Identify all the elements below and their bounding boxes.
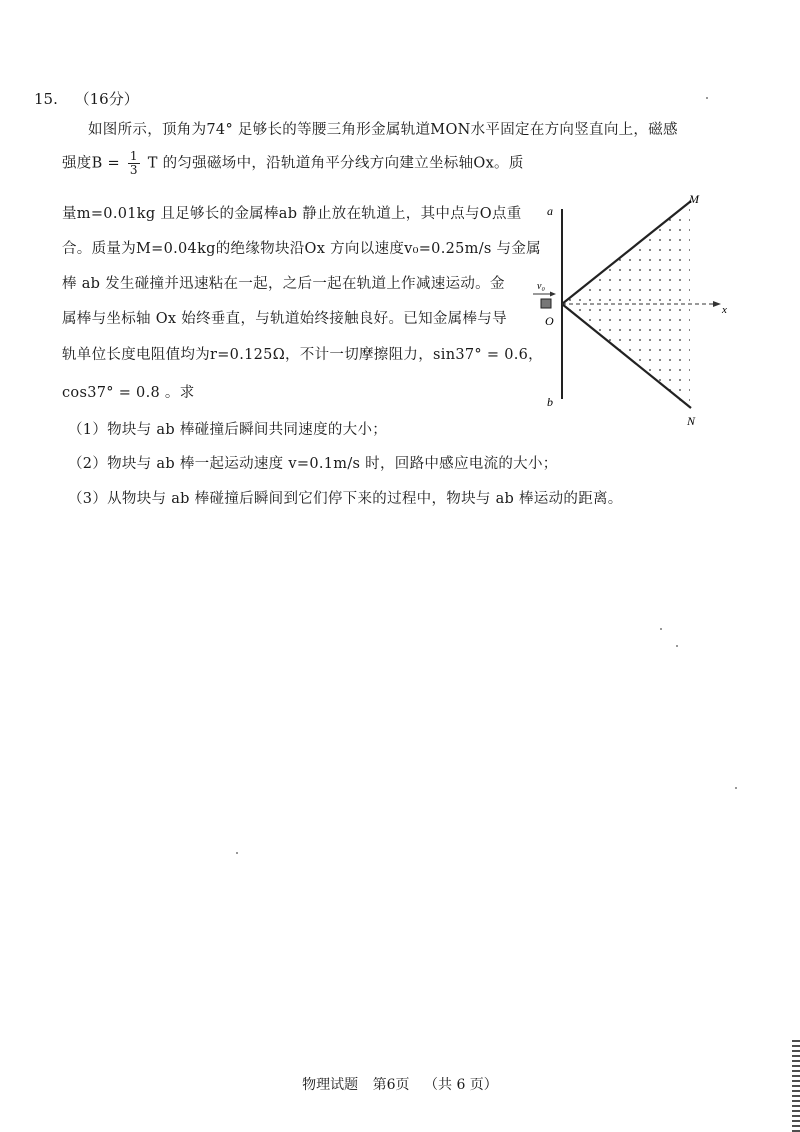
footer-total: （共 6 页） [424, 1077, 498, 1093]
body-line-6: 属棒与坐标轴 Ox 始终垂直，与轨道始终接触良好。已知金属棒与导 [62, 311, 507, 327]
body-line-8: cos37° = 0.8 。求 [62, 385, 195, 401]
body-line-2 [62, 150, 524, 177]
subquestion-1: （1）物块与 ab 棒碰撞后瞬间共同速度的大小； [68, 422, 388, 438]
subquestion-3: （3）从物块与 ab 棒碰撞后瞬间到它们停下来的过程中，物块与 ab 棒运动的距离。 [68, 491, 623, 507]
scan-speck [676, 645, 678, 647]
label-v0: v₀ [537, 281, 545, 292]
fraction-denominator: 3 [129, 163, 138, 177]
footer-page: 第6页 [372, 1077, 410, 1093]
body-line-2-pre: 强度B = [62, 155, 120, 172]
scan-speck [735, 787, 737, 789]
fraction-one-third [128, 150, 140, 177]
label-O: O [545, 314, 554, 328]
footer-subject: 物理试题 [302, 1077, 359, 1093]
label-x: x [722, 304, 727, 316]
label-M: M [689, 192, 699, 206]
body-line-7: 轨单位长度电阻值均为r=0.125Ω，不计一切摩擦阻力，sin37° = 0.6， [62, 347, 543, 363]
label-a: a [547, 204, 553, 218]
magnetic-field-dots [562, 193, 692, 418]
insulating-block [541, 299, 551, 308]
fraction-numerator: 1 [129, 149, 138, 163]
subquestion-2: （2）物块与 ab 棒一起运动速度 v=0.1m/s 时，回路中感应电流的大小； [68, 456, 558, 472]
body-line-5: 棒 ab 发生碰撞并迅速粘在一起，之后一起在轨道上作减速运动。金 [62, 276, 505, 292]
body-line-2-post: T 的匀强磁场中，沿轨道角平分线方向建立坐标轴Ox。质 [147, 155, 524, 172]
question-score: （16分） [74, 90, 139, 108]
question-number: 15. [34, 90, 58, 108]
scan-edge-artifact [792, 1040, 800, 1132]
body-line-3: 量m=0.01kg 且足够长的金属棒ab 静止放在轨道上，其中点与O点重 [62, 206, 522, 222]
v0-arrowhead [550, 292, 556, 297]
scan-speck [236, 852, 238, 854]
body-line-1: 如图所示，顶角为74° 足够长的等腰三角形金属轨道MON水平固定在方向竖直向上，磁感 [88, 122, 678, 138]
rail-diagram [525, 185, 735, 430]
label-N: N [687, 414, 696, 428]
body-line-4: 合。质量为M=0.04kg的绝缘物块沿Ox 方向以速度v₀=0.25m/s 与金属 [62, 241, 541, 257]
scan-speck [706, 97, 708, 99]
page-footer [0, 1074, 800, 1094]
question-header [34, 88, 139, 109]
scan-speck [660, 628, 662, 630]
x-axis-arrowhead [713, 301, 721, 307]
label-b: b [547, 395, 553, 409]
